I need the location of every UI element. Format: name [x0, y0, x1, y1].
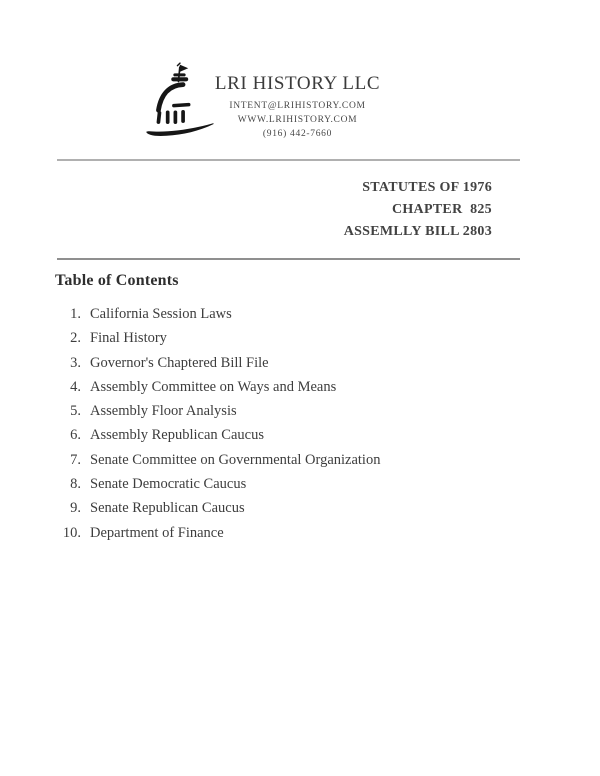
toc-item-label: Governor's Chaptered Bill File [90, 354, 269, 371]
toc-item-label: California Session Laws [90, 306, 232, 322]
toc-item [0, 472, 600, 496]
toc-heading: Table of Contents [55, 272, 179, 289]
statute-reference [344, 177, 492, 243]
toc-item-number: 10. [62, 524, 81, 541]
toc-item-number: 1. [70, 306, 81, 322]
toc-item-number: 7. [70, 451, 81, 468]
toc-item-number: 9. [70, 500, 81, 517]
toc-item-label: Assembly Committee on Ways and Means [90, 378, 337, 395]
divider-bottom [57, 258, 520, 260]
toc-item-number: 6. [70, 427, 81, 444]
bill-line: ASSEMLLY BILL 2803 [343, 224, 492, 239]
letterhead [190, 74, 405, 141]
toc-item-label: Senate Committee on Governmental Organization [90, 451, 381, 468]
phone-text: (916) 442-7660 [262, 129, 333, 139]
email-text: INTENT@LRIHISTORY.COM [229, 101, 366, 111]
statutes-line: STATUTES OF 1976 [362, 180, 492, 195]
company-name: LRI HISTORY LLC [214, 73, 381, 94]
toc-item-label: Senate Republican Caucus [90, 500, 245, 517]
toc-item-number: 5. [70, 403, 81, 420]
website-text: WWW.LRIHISTORY.COM [237, 115, 358, 125]
toc-item [0, 521, 600, 545]
toc-item [0, 423, 600, 447]
divider-top [57, 159, 520, 161]
toc-item-number: 3. [70, 354, 81, 371]
toc-item [0, 375, 600, 399]
toc-item [0, 448, 600, 472]
toc-item-label: Assembly Republican Caucus [90, 427, 264, 444]
toc-item-label: Final History [90, 330, 167, 347]
toc-list [0, 302, 600, 545]
toc-item-number: 4. [70, 378, 81, 395]
chapter-line: CHAPTER 825 [391, 202, 492, 217]
toc-item [0, 326, 600, 350]
toc-item-label: Senate Democratic Caucus [90, 476, 247, 493]
toc-item [0, 496, 600, 520]
toc-item-label: Assembly Floor Analysis [90, 403, 237, 420]
toc-item-number: 8. [70, 476, 81, 493]
toc-item-number: 2. [70, 330, 81, 347]
toc-item [0, 302, 600, 326]
toc-item-label: Department of Finance [90, 524, 224, 541]
toc-item [0, 351, 600, 375]
toc-item [0, 399, 600, 423]
